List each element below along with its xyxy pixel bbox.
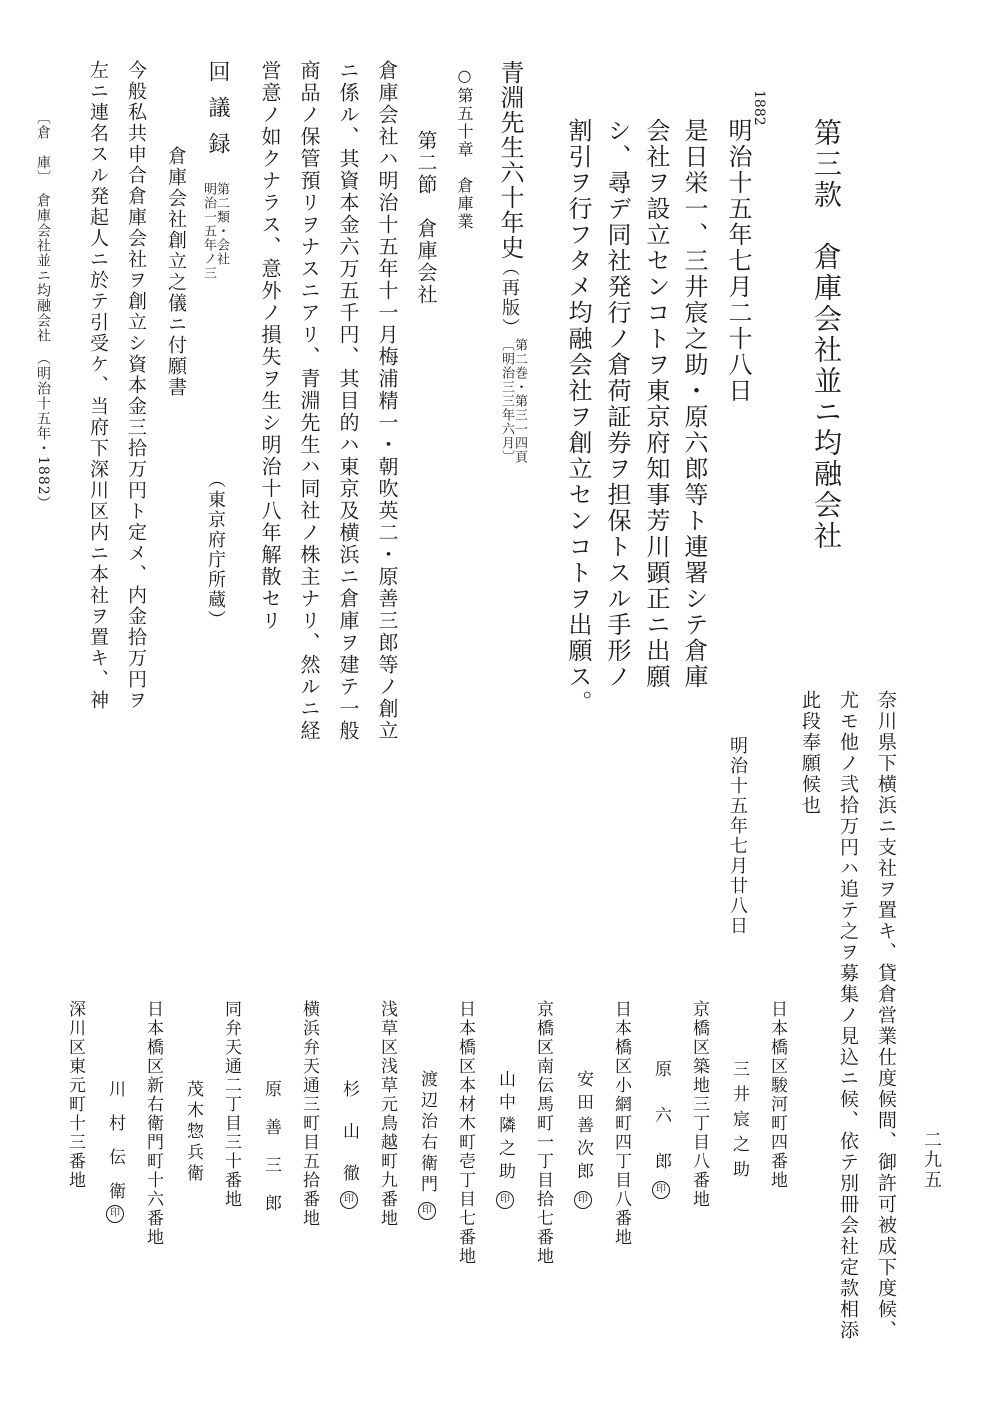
signatory-name bbox=[340, 1080, 358, 1209]
signatory-name bbox=[418, 1070, 436, 1220]
petition-line: 尤モ他ノ弐拾万円ハ追テ之ヲ募集ノ見込ニ候、依テ別冊会社定款相添 bbox=[837, 690, 859, 1341]
page-number: 二九五 bbox=[921, 1130, 942, 1190]
source2-ref bbox=[202, 182, 228, 280]
signatory-name: 三井宸之助 bbox=[729, 1060, 749, 1185]
seal-icon: 印 bbox=[652, 1181, 670, 1199]
signatory-name-text: 川 村 伝 衛 bbox=[105, 1080, 125, 1199]
source-ref bbox=[500, 338, 526, 464]
year-note: 1882 bbox=[751, 90, 767, 126]
source2-title: 回議録 bbox=[205, 60, 230, 168]
signatory-name-text: 山中隣之助 bbox=[495, 1070, 515, 1185]
signatory-name-text: 渡辺治右衛門 bbox=[417, 1070, 437, 1196]
petition-line: 左ニ連名スル発起人ニ於テ引受ケ、当府下深川区内ニ本社ヲ置キ、神 bbox=[87, 60, 109, 711]
summary-line: 割引ヲ行フタメ均融会社ヲ創立センコトヲ出願ス。 bbox=[564, 118, 592, 716]
signatory-name: 茂木惣兵衛 bbox=[183, 1080, 203, 1185]
seal-icon: 印 bbox=[574, 1191, 592, 1209]
signatory-name-text: 原 六 郎 bbox=[651, 1060, 671, 1175]
seal-icon: 印 bbox=[496, 1191, 514, 1209]
body-line: 営意ノ如クナラス、意外ノ損失ヲ生シ明治十八年解散セリ bbox=[258, 60, 282, 632]
subsection-heading: 第二節 倉庫会社 bbox=[414, 130, 438, 306]
source-ref-line1: 第二巻・第三一四頁 bbox=[512, 338, 527, 464]
section-title: 第三款 倉庫会社並ニ均融会社 bbox=[810, 118, 843, 552]
body-line: 商品ノ保管預リヲナスニアリ、青淵先生ハ同社ノ株主ナリ、然ルニ経 bbox=[297, 60, 321, 742]
petition-line: 此段奉願候也 bbox=[799, 690, 821, 816]
signatory-name bbox=[574, 1070, 592, 1209]
signatory-address: 京橋区築地三丁目八番地 bbox=[689, 1000, 709, 1209]
signatory-address: 同弁天通二丁目三十番地 bbox=[221, 1000, 241, 1209]
summary-line: シ、尋デ同社発行ノ倉荷証券ヲ担保トスル手形ノ bbox=[603, 118, 631, 690]
petition-line: 奈川県下横浜ニ支社ヲ置キ、貸倉営業仕度候間、御許可被成下度候、 bbox=[875, 690, 897, 1341]
signatory-address: 日本橋区新右衛門町十六番地 bbox=[143, 1000, 163, 1247]
summary-line: 是日栄一、三井宸之助・原六郎等ト連署シテ倉庫 bbox=[680, 118, 708, 690]
signatory-address: 京橋区南伝馬町一丁目拾七番地 bbox=[533, 1000, 553, 1266]
signatory-name-text: 安田善次郎 bbox=[573, 1070, 593, 1185]
signatory-name bbox=[106, 1080, 124, 1223]
seal-icon: 印 bbox=[418, 1202, 436, 1220]
signatory-name bbox=[496, 1070, 514, 1209]
source2-archive: （東京府庁所蔵） bbox=[205, 470, 226, 630]
signatory-address: 深川区東元町十三番地 bbox=[65, 1000, 85, 1190]
signatory-address: 日本橋区本材木町壱丁目七番地 bbox=[455, 1000, 475, 1266]
petition-date: 明治十五年七月廿八日 bbox=[727, 736, 748, 936]
chapter-heading: ○第五十章 倉庫業 bbox=[455, 66, 474, 231]
signatory-address: 日本橋区小網町四丁目八番地 bbox=[611, 1000, 631, 1247]
signatory-name: 原 善 三 郎 bbox=[261, 1080, 281, 1213]
petition-heading: 倉庫会社創立之儀ニ付願書 bbox=[165, 146, 187, 398]
source2-ref-line2: 明治一五年ノ三 bbox=[201, 182, 216, 280]
petition-line: 今般私共申合倉庫会社ヲ創立シ資本金三拾万円ト定メ、内金拾万円ヲ bbox=[125, 60, 147, 711]
running-head: 〔倉 庫〕 倉庫会社並ニ均融会社 （明治十五年・1882） bbox=[35, 110, 51, 511]
source-edition: （再版） bbox=[499, 258, 520, 338]
source-ref-line2: 〔明治三三年六月〕 bbox=[499, 338, 514, 464]
body-line: 倉庫会社ハ明治十五年十一月梅浦精一・朝吹英二・原善三郎等ノ創立 bbox=[375, 60, 399, 742]
body-line: ニ係ル、其資本金六万五千円、其目的ハ東京及横浜ニ倉庫ヲ建テ一般 bbox=[336, 60, 360, 742]
signatory-address: 横浜弁天通三町目五拾番地 bbox=[299, 1000, 319, 1228]
source2-ref-line1: 第二類・会社 bbox=[214, 182, 229, 266]
seal-icon: 印 bbox=[106, 1205, 124, 1223]
signatory-name bbox=[652, 1060, 670, 1199]
seal-icon: 印 bbox=[340, 1191, 358, 1209]
signatory-name-text: 杉 山 徹 bbox=[339, 1080, 359, 1185]
signatory-address: 日本橋区駿河町四番地 bbox=[767, 1000, 787, 1190]
signatory-address: 浅草区浅草元鳥越町九番地 bbox=[377, 1000, 397, 1228]
source-title: 青淵先生六十年史 bbox=[496, 60, 524, 260]
summary-line: 会社ヲ設立センコトヲ東京府知事芳川顕正ニ出願 bbox=[642, 118, 670, 690]
entry-date: 明治十五年七月二十八日 bbox=[724, 118, 752, 404]
